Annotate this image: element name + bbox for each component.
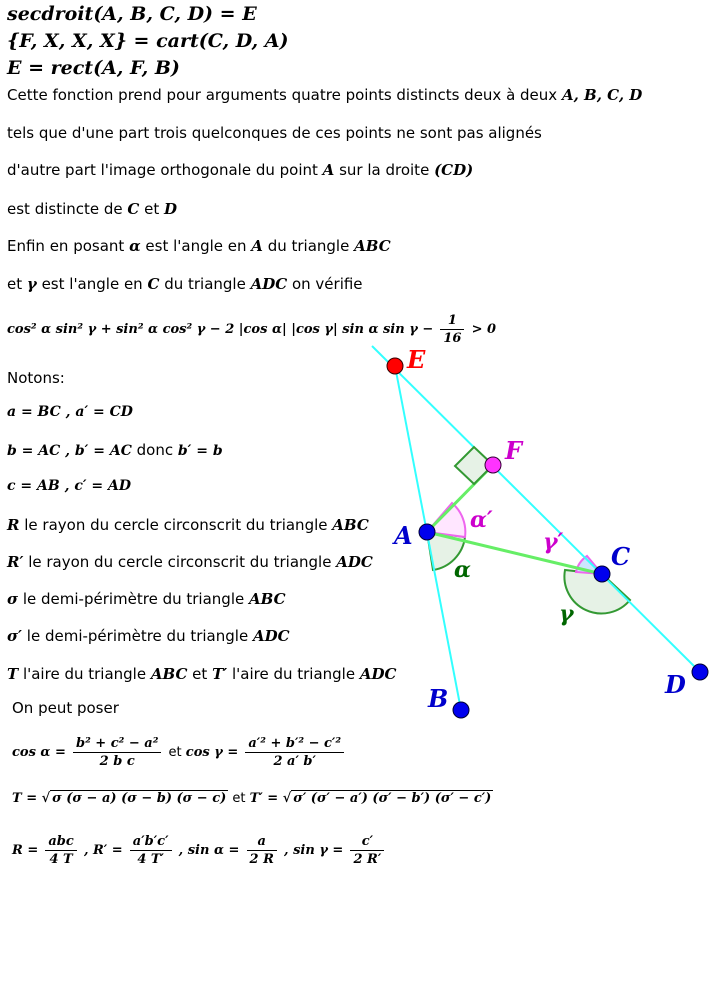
T-lhs: T = √ xyxy=(12,791,51,806)
text: et xyxy=(144,200,165,218)
et-word: et xyxy=(168,745,182,760)
math: α xyxy=(129,237,141,255)
point-F xyxy=(485,457,501,473)
T-radicand: σ (σ − a) (σ − b) (σ − c) xyxy=(52,791,227,806)
text: Cette fonction prend pour arguments quatre points distincts deux à deux xyxy=(7,86,562,104)
math: σ xyxy=(7,590,19,608)
math: R′ xyxy=(7,553,24,571)
text: et xyxy=(7,275,27,293)
denominator: 4 T xyxy=(49,852,73,867)
cos-alpha-lhs: cos α = xyxy=(12,745,66,760)
math: ADC xyxy=(252,627,290,645)
label-A: A xyxy=(394,521,413,550)
numerator: abc xyxy=(45,833,76,851)
math: A xyxy=(251,237,263,255)
numerator: a′b′c′ xyxy=(130,833,172,851)
math: T′ xyxy=(212,665,228,683)
numerator: a′² + b′² − c′² xyxy=(245,735,344,753)
math: (CD) xyxy=(434,161,474,179)
notation-a: a = BC , a′ = CD xyxy=(7,404,133,420)
text: donc xyxy=(136,441,178,459)
math: ADC xyxy=(336,553,373,571)
point-E xyxy=(387,358,403,374)
text: et xyxy=(192,665,213,683)
math: b = AC , b′ = AC xyxy=(7,443,132,459)
numerator: a xyxy=(247,833,277,851)
label-alpha-prime: α′ xyxy=(470,507,493,533)
text: d'autre part l'image orthogonale du point xyxy=(7,161,323,179)
denominator: 2 a′ b′ xyxy=(273,754,316,769)
header-eq-cart: {F, X, X, X} = cart(C, D, A) xyxy=(7,30,289,52)
math: b′ = b xyxy=(177,443,223,459)
text: on vérifie xyxy=(291,275,363,293)
text: Enfin en posant xyxy=(7,237,130,255)
label-gamma-prime: γ′ xyxy=(543,529,564,555)
text: l'aire du triangle xyxy=(231,665,360,683)
text: le rayon du cercle circonscrit du triangle xyxy=(28,553,337,571)
math: A xyxy=(322,161,335,179)
point-B xyxy=(453,702,469,718)
math: ADC xyxy=(359,665,397,683)
math: ADC xyxy=(250,275,288,293)
math: C xyxy=(147,275,160,293)
text: est l'angle en xyxy=(41,275,148,293)
math: C xyxy=(127,200,140,218)
text: est l'angle en xyxy=(145,237,252,255)
denominator: 2 R′ xyxy=(353,852,382,867)
point-A xyxy=(419,524,435,540)
label-F: F xyxy=(505,436,523,465)
label-gamma: γ xyxy=(559,601,574,627)
math: T xyxy=(7,665,19,683)
text: le demi-périmètre du triangle xyxy=(26,627,253,645)
notation-c: c = AB , c′ = AD xyxy=(7,478,132,494)
sin-alpha-lhs: , sin α = xyxy=(178,843,240,858)
numerator: b² + c² − a² xyxy=(73,735,161,753)
inequality-lhs: cos² α sin² γ + sin² α cos² γ − 2 |cos α| |cos γ| sin α sin γ − xyxy=(7,322,434,337)
math: ABC xyxy=(150,665,188,683)
text: sur la droite xyxy=(339,161,435,179)
math: ABC xyxy=(249,590,286,608)
math: D xyxy=(164,200,178,218)
math: σ′ xyxy=(7,627,23,645)
denominator: 2 R xyxy=(249,852,274,867)
text: est distincte de xyxy=(7,200,128,218)
T-prime-radicand: σ′ (σ′ − a′) (σ′ − b′) (σ′ − c′) xyxy=(293,791,492,806)
text: du triangle xyxy=(267,237,355,255)
header-eq-secdroit: secdroit(A, B, C, D) = E xyxy=(7,3,257,25)
line-ED xyxy=(372,346,700,672)
label-C: C xyxy=(611,542,631,571)
point-C xyxy=(594,566,610,582)
R-lhs: R = xyxy=(12,843,39,858)
notons-label: Notons: xyxy=(7,369,65,387)
point-D xyxy=(692,664,708,680)
et-word: et xyxy=(232,791,246,806)
R-prime-lhs: , R′ = xyxy=(83,843,123,858)
cos-gamma-lhs: cos γ = xyxy=(185,745,239,760)
numerator: 1 xyxy=(440,312,464,330)
math: R xyxy=(7,516,20,534)
denominator: 2 b c xyxy=(99,754,135,769)
inequality-rhs: > 0 xyxy=(471,322,497,337)
text: le demi-périmètre du triangle xyxy=(22,590,249,608)
math: γ xyxy=(26,275,37,293)
math: ABC xyxy=(354,237,391,255)
T-prime-lhs: T′ = √ xyxy=(249,791,292,806)
denominator: 16 xyxy=(443,331,462,346)
math: ABC xyxy=(332,516,369,534)
label-E: E xyxy=(407,345,426,374)
text: du triangle xyxy=(164,275,251,293)
numerator: c′ xyxy=(350,833,384,851)
label-alpha: α xyxy=(454,557,471,583)
header-eq-rect: E = rect(A, F, B) xyxy=(7,57,180,79)
text: tels que d'une part trois quelconques de ces points ne sont pas alignés xyxy=(7,124,542,142)
text: le rayon du cercle circonscrit du triangle xyxy=(24,516,333,534)
on-peut-poser: On peut poser xyxy=(12,699,119,717)
label-B: B xyxy=(428,684,449,713)
text: l'aire du triangle xyxy=(22,665,151,683)
math: A, B, C, D xyxy=(561,86,643,104)
denominator: 4 T′ xyxy=(137,852,164,867)
label-D: D xyxy=(665,670,686,699)
sin-gamma-lhs: , sin γ = xyxy=(284,843,344,858)
